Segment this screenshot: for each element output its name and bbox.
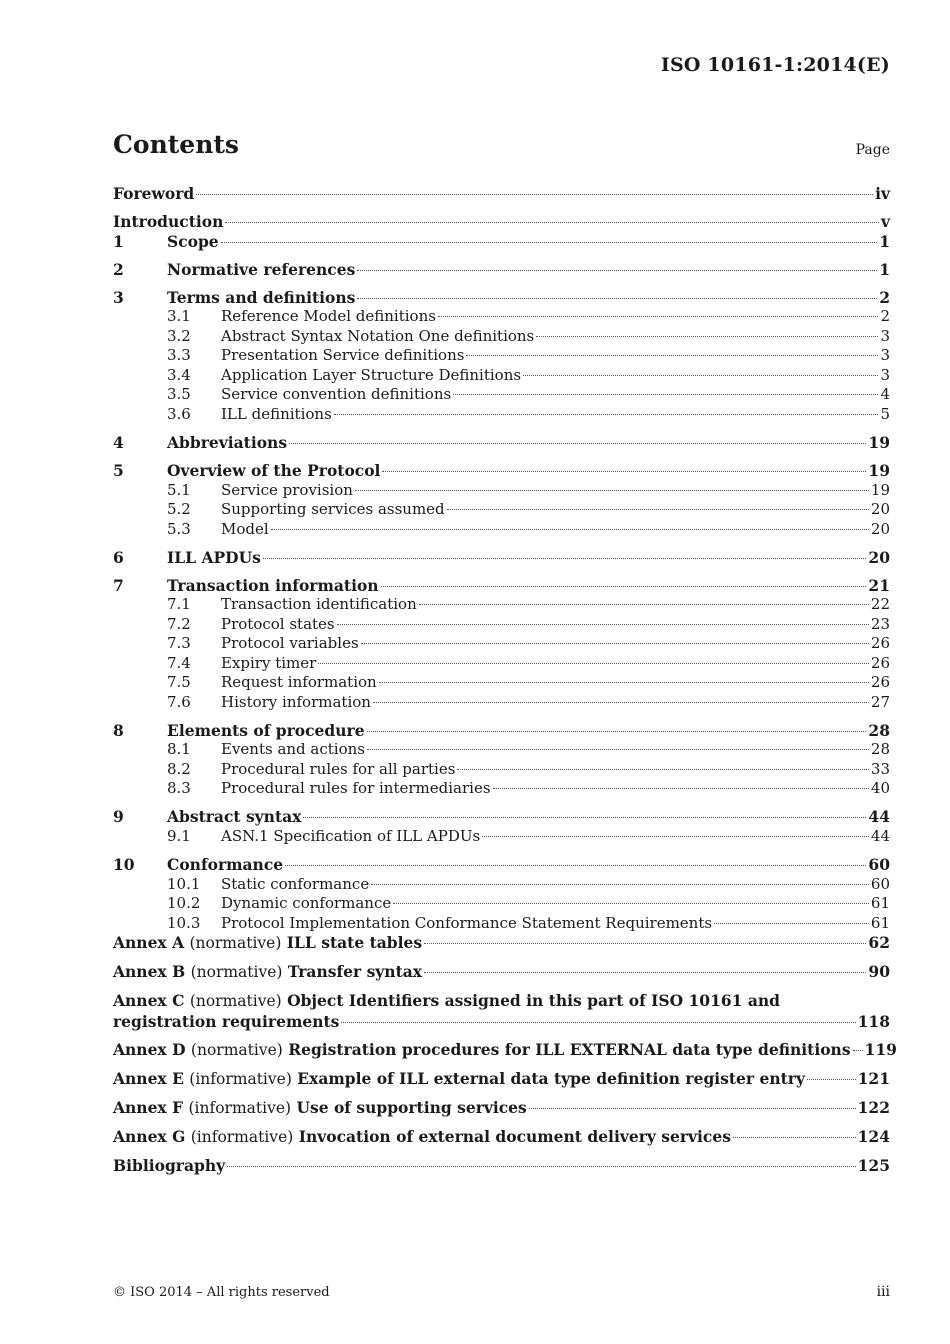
dot-leader xyxy=(318,663,869,664)
toc-clause-page: 1 xyxy=(879,259,890,279)
toc-clause-number: 4 xyxy=(113,432,124,452)
toc-clause-number: 9 xyxy=(113,807,124,827)
toc-subclause-title: Request information xyxy=(221,673,377,692)
toc-clause-page: 60 xyxy=(868,855,890,875)
toc-entry-bibliography[interactable] xyxy=(113,1156,890,1176)
dot-leader xyxy=(357,270,877,271)
toc-entry-title: Introduction xyxy=(113,212,224,232)
toc-clause-entry[interactable] xyxy=(113,461,890,481)
toc-subclause-number: 10.3 xyxy=(167,913,201,932)
toc-subclause-page: 26 xyxy=(870,653,890,672)
dot-leader xyxy=(733,1137,856,1138)
toc-annex-heading xyxy=(113,933,422,954)
toc-clause-page: 19 xyxy=(868,461,890,481)
toc-annex-label: Annex F xyxy=(113,1098,184,1118)
toc-clause-entry[interactable] xyxy=(113,232,890,252)
toc-subclause-page: 33 xyxy=(870,759,890,778)
toc-clause-title: Normative references xyxy=(167,259,356,279)
table-of-contents xyxy=(113,184,897,1176)
toc-clause-title: Transaction information xyxy=(167,575,379,595)
toc-subclause-title: Supporting services assumed xyxy=(221,500,445,519)
toc-annex-heading xyxy=(113,1040,851,1061)
dot-leader xyxy=(447,509,869,510)
toc-annex-kind: (normative) xyxy=(189,992,282,1011)
toc-subclause-page: 22 xyxy=(870,595,890,614)
toc-annex-entry[interactable] xyxy=(113,933,890,954)
dot-leader xyxy=(337,624,869,625)
toc-clause-page: 21 xyxy=(868,575,890,595)
dot-leader xyxy=(285,865,866,866)
dot-leader xyxy=(482,836,869,837)
toc-subclause-page: 20 xyxy=(870,500,890,519)
toc-entry-title: Foreword xyxy=(113,184,195,203)
document-id: ISO 10161-1:2014(E) xyxy=(660,54,890,76)
dot-leader xyxy=(355,490,869,491)
toc-subclause-number: 3.1 xyxy=(167,307,191,326)
dot-leader xyxy=(523,375,878,376)
toc-subclause-page: 28 xyxy=(870,740,890,759)
toc-clause-page: 1 xyxy=(879,231,890,251)
toc-clause-entry[interactable] xyxy=(113,855,890,875)
dot-leader xyxy=(853,1050,863,1051)
toc-clause-title: Abbreviations xyxy=(167,432,288,452)
dot-leader xyxy=(367,749,869,750)
dot-leader xyxy=(536,336,878,337)
toc-annex-kind: (normative) xyxy=(190,963,283,982)
dot-leader xyxy=(424,972,866,973)
dot-leader xyxy=(196,194,873,195)
toc-subclause-page: 27 xyxy=(870,692,890,711)
page-number: iii xyxy=(876,1284,890,1300)
toc-annex-label: Annex A xyxy=(113,933,185,953)
toc-subclause-title: ILL definitions xyxy=(221,404,332,423)
toc-clause-number: 2 xyxy=(113,259,124,279)
toc-clause-number: 7 xyxy=(113,575,124,595)
dot-leader xyxy=(271,529,869,530)
toc-subclause-title: Presentation Service definitions xyxy=(221,346,465,365)
toc-annex-heading xyxy=(113,962,422,983)
dot-leader xyxy=(379,682,869,683)
dot-leader xyxy=(227,1166,856,1167)
toc-subclause-page: 61 xyxy=(870,913,890,932)
toc-subclause-title: Events and actions xyxy=(221,740,365,759)
toc-annex-heading xyxy=(113,1127,731,1148)
toc-clause-entry[interactable] xyxy=(113,548,890,568)
page-title: Contents xyxy=(113,130,240,159)
toc-subclause-entry[interactable] xyxy=(113,405,890,425)
dot-leader xyxy=(714,923,869,924)
toc-subclause-entry[interactable] xyxy=(113,500,890,520)
toc-subclause-entry[interactable] xyxy=(113,327,890,347)
toc-annex-entry[interactable] xyxy=(113,1069,890,1090)
toc-annex-title: Transfer syntax xyxy=(287,962,423,982)
toc-subclause-entry[interactable] xyxy=(113,894,890,914)
toc-subclause-entry[interactable] xyxy=(113,520,890,540)
toc-subclause-entry[interactable] xyxy=(113,827,890,847)
toc-annex-second-line xyxy=(113,1012,890,1032)
toc-clause-number: 3 xyxy=(113,287,124,307)
dot-leader xyxy=(453,394,878,395)
toc-subclause-page: 26 xyxy=(870,634,890,653)
toc-entry-page: v xyxy=(880,212,890,232)
toc-subclause-entry[interactable] xyxy=(113,346,890,366)
toc-annex-label: Annex G xyxy=(113,1127,186,1147)
toc-subclause-number: 7.2 xyxy=(167,614,191,633)
dot-leader xyxy=(457,769,868,770)
toc-subclause-page: 23 xyxy=(870,614,890,633)
toc-subclause-entry[interactable] xyxy=(113,654,890,674)
toc-subclause-number: 3.2 xyxy=(167,326,191,345)
page-column-label: Page xyxy=(855,142,890,158)
toc-subclause-entry[interactable] xyxy=(113,673,890,693)
dot-leader xyxy=(438,316,879,317)
toc-subclause-page: 3 xyxy=(880,346,890,365)
dot-leader xyxy=(357,298,877,299)
toc-clause-page: 20 xyxy=(868,547,890,567)
toc-subclause-title: Service provision xyxy=(221,480,353,499)
toc-annex-page: 124 xyxy=(857,1127,890,1147)
toc-annex-label: Annex C xyxy=(113,991,185,1011)
toc-clause-title: Scope xyxy=(167,231,219,251)
toc-subclause-number: 8.2 xyxy=(167,759,191,778)
toc-clause-page: 28 xyxy=(868,720,890,740)
toc-subclause-entry[interactable] xyxy=(113,693,890,713)
dot-leader xyxy=(303,817,866,818)
toc-subclause-title: Application Layer Structure Definitions xyxy=(221,365,522,384)
toc-clause-title: Elements of procedure xyxy=(167,720,365,740)
toc-subclause-page: 19 xyxy=(870,480,890,499)
dot-leader xyxy=(393,903,869,904)
toc-subclause-title: Model xyxy=(221,519,269,538)
toc-subclause-number: 10.1 xyxy=(167,874,201,893)
toc-subclause-title: Abstract Syntax Notation One definitions xyxy=(221,326,535,345)
dot-leader xyxy=(373,702,869,703)
toc-subclause-title: Static conformance xyxy=(221,874,370,893)
toc-annex-title: ILL state tables xyxy=(286,933,423,953)
toc-subclause-page: 40 xyxy=(870,779,890,798)
toc-subclause-number: 7.6 xyxy=(167,692,191,711)
toc-clause-entry[interactable] xyxy=(113,576,890,596)
dot-leader xyxy=(225,222,879,223)
toc-clause-page: 2 xyxy=(879,287,890,307)
toc-subclause-page: 5 xyxy=(880,404,890,423)
toc-subclause-title: Protocol Implementation Conformance Statement Requirements xyxy=(221,913,713,932)
toc-subclause-entry[interactable] xyxy=(113,615,890,635)
toc-subclause-title: Procedural rules for all parties xyxy=(221,759,456,778)
toc-subclause-number: 7.1 xyxy=(167,595,191,614)
dot-leader xyxy=(493,788,869,789)
toc-subclause-number: 3.4 xyxy=(167,365,191,384)
toc-clause-title: Conformance xyxy=(167,855,284,875)
copyright-notice: © ISO 2014 – All rights reserved xyxy=(113,1285,330,1300)
toc-clause-entry[interactable] xyxy=(113,433,890,453)
toc-clause-title: Terms and definitions xyxy=(167,287,356,307)
toc-subclause-number: 3.6 xyxy=(167,404,191,423)
toc-subclause-number: 10.2 xyxy=(167,894,201,913)
toc-subclause-number: 8.3 xyxy=(167,779,191,798)
toc-annex-entry[interactable] xyxy=(113,991,890,1031)
toc-annex-title: Example of ILL external data type definition register entry xyxy=(297,1069,805,1088)
dot-leader xyxy=(263,558,867,559)
toc-annex-page: 119 xyxy=(864,1039,897,1059)
toc-subclause-number: 8.1 xyxy=(167,740,191,759)
toc-annex-title: Invocation of external document delivery services xyxy=(298,1127,731,1147)
toc-subclause-number: 5.3 xyxy=(167,519,191,538)
toc-subclause-entry[interactable] xyxy=(113,740,890,760)
toc-annex-kind: (informative) xyxy=(188,1099,292,1118)
toc-subclause-number: 5.1 xyxy=(167,480,191,499)
toc-subclause-number: 7.5 xyxy=(167,673,191,692)
dot-leader xyxy=(341,1022,855,1023)
toc-subclause-entry[interactable] xyxy=(113,760,890,780)
dot-leader xyxy=(424,943,866,944)
toc-annex-kind: (informative) xyxy=(189,1070,292,1088)
toc-annex-kind: (normative) xyxy=(190,1040,283,1059)
dot-leader xyxy=(371,884,869,885)
dot-leader xyxy=(381,586,867,587)
toc-annex-entry[interactable] xyxy=(113,962,890,983)
toc-subclause-page: 2 xyxy=(880,307,890,326)
toc-annex-first-line xyxy=(113,991,890,1012)
toc-clause-title: Overview of the Protocol xyxy=(167,461,381,481)
toc-clause-title: Abstract syntax xyxy=(167,807,302,827)
toc-subclause-title: Service convention definitions xyxy=(221,385,452,404)
toc-subclause-title: Dynamic conformance xyxy=(221,894,392,913)
toc-annex-title: Registration procedures for ILL EXTERNAL data type definitions xyxy=(288,1039,851,1059)
toc-clause-number: 10 xyxy=(113,855,135,875)
toc-subclause-page: 26 xyxy=(870,673,890,692)
toc-annex-kind: (informative) xyxy=(190,1128,294,1147)
toc-subclause-entry[interactable] xyxy=(113,366,890,386)
toc-clause-number: 8 xyxy=(113,720,124,740)
toc-annex-entry[interactable] xyxy=(113,1127,890,1148)
toc-entry-page: iv xyxy=(875,184,890,203)
toc-subclause-entry[interactable] xyxy=(113,385,890,405)
toc-clause-page: 19 xyxy=(868,432,890,452)
toc-clause-page: 44 xyxy=(868,807,890,827)
toc-subclause-title: Expiry timer xyxy=(221,653,317,672)
toc-annex-label: Annex D xyxy=(113,1039,186,1059)
toc-clause-title: ILL APDUs xyxy=(167,547,261,567)
toc-annex-page: 62 xyxy=(868,933,890,953)
toc-subclause-page: 4 xyxy=(880,385,890,404)
toc-subclause-entry[interactable] xyxy=(113,307,890,327)
toc-entry-introduction[interactable] xyxy=(113,212,890,232)
toc-annex-page: 118 xyxy=(857,1011,890,1031)
dot-leader xyxy=(367,731,867,732)
toc-annex-page: 122 xyxy=(857,1098,890,1118)
toc-subclause-entry[interactable] xyxy=(113,779,890,799)
toc-subclause-title: Procedural rules for intermediaries xyxy=(221,779,491,798)
toc-annex-title: Use of supporting services xyxy=(296,1098,527,1118)
toc-annex-entry[interactable] xyxy=(113,1098,890,1119)
toc-clause-entry[interactable] xyxy=(113,807,890,827)
toc-subclause-title: Protocol variables xyxy=(221,634,359,653)
toc-annex-label: Annex E xyxy=(113,1069,184,1088)
toc-subclause-number: 9.1 xyxy=(167,827,191,846)
toc-annex-title: Object Identifiers assigned in this part of ISO 10161 and xyxy=(287,991,780,1011)
toc-subclause-title: Protocol states xyxy=(221,614,335,633)
toc-annex-page: 121 xyxy=(857,1069,890,1088)
dot-leader xyxy=(382,471,866,472)
toc-entry-page: 125 xyxy=(857,1156,890,1176)
toc-subclause-entry[interactable] xyxy=(113,595,890,615)
toc-subclause-entry[interactable] xyxy=(113,634,890,654)
toc-subclause-page: 20 xyxy=(870,519,890,538)
toc-annex-kind: (normative) xyxy=(189,934,282,953)
toc-subclause-entry[interactable] xyxy=(113,914,890,934)
toc-annex-label: Annex B xyxy=(113,962,186,982)
toc-clause-number: 5 xyxy=(113,461,124,481)
dot-leader xyxy=(289,443,866,444)
dot-leader xyxy=(419,604,869,605)
dot-leader xyxy=(807,1079,856,1080)
dot-leader xyxy=(529,1108,856,1109)
toc-annex-entry[interactable] xyxy=(113,1039,897,1061)
toc-subclause-title: Reference Model definitions xyxy=(221,307,436,326)
toc-clause-number: 1 xyxy=(113,231,124,251)
toc-subclause-page: 61 xyxy=(870,894,890,913)
toc-subclause-page: 3 xyxy=(880,365,890,384)
toc-clause-entry[interactable] xyxy=(113,288,890,308)
toc-subclause-number: 5.2 xyxy=(167,500,191,519)
toc-subclause-entry[interactable] xyxy=(113,481,890,501)
toc-subclause-page: 3 xyxy=(880,326,890,345)
toc-clause-entry[interactable] xyxy=(113,721,890,741)
toc-annex-heading xyxy=(113,1069,805,1090)
toc-subclause-page: 44 xyxy=(870,827,890,846)
dot-leader xyxy=(221,242,878,243)
toc-subclause-title: Transaction identification xyxy=(221,595,417,614)
toc-annex-title-continued: registration requirements xyxy=(113,1011,340,1031)
toc-entry-title: Bibliography xyxy=(113,1156,226,1176)
toc-clause-entry[interactable] xyxy=(113,260,890,280)
toc-subclause-entry[interactable] xyxy=(113,875,890,895)
dot-leader xyxy=(361,643,869,644)
toc-entry-foreword[interactable] xyxy=(113,184,890,204)
toc-subclause-page: 60 xyxy=(870,874,890,893)
toc-annex-heading xyxy=(113,1098,527,1119)
dot-leader xyxy=(334,414,879,415)
toc-subclause-number: 7.4 xyxy=(167,653,191,672)
toc-subclause-number: 3.5 xyxy=(167,385,191,404)
toc-clause-number: 6 xyxy=(113,547,124,567)
dot-leader xyxy=(466,355,878,356)
toc-subclause-number: 3.3 xyxy=(167,346,191,365)
toc-subclause-number: 7.3 xyxy=(167,634,191,653)
toc-subclause-title: ASN.1 Specification of ILL APDUs xyxy=(221,827,481,846)
toc-subclause-title: History information xyxy=(221,692,371,711)
toc-annex-page: 90 xyxy=(868,962,890,982)
